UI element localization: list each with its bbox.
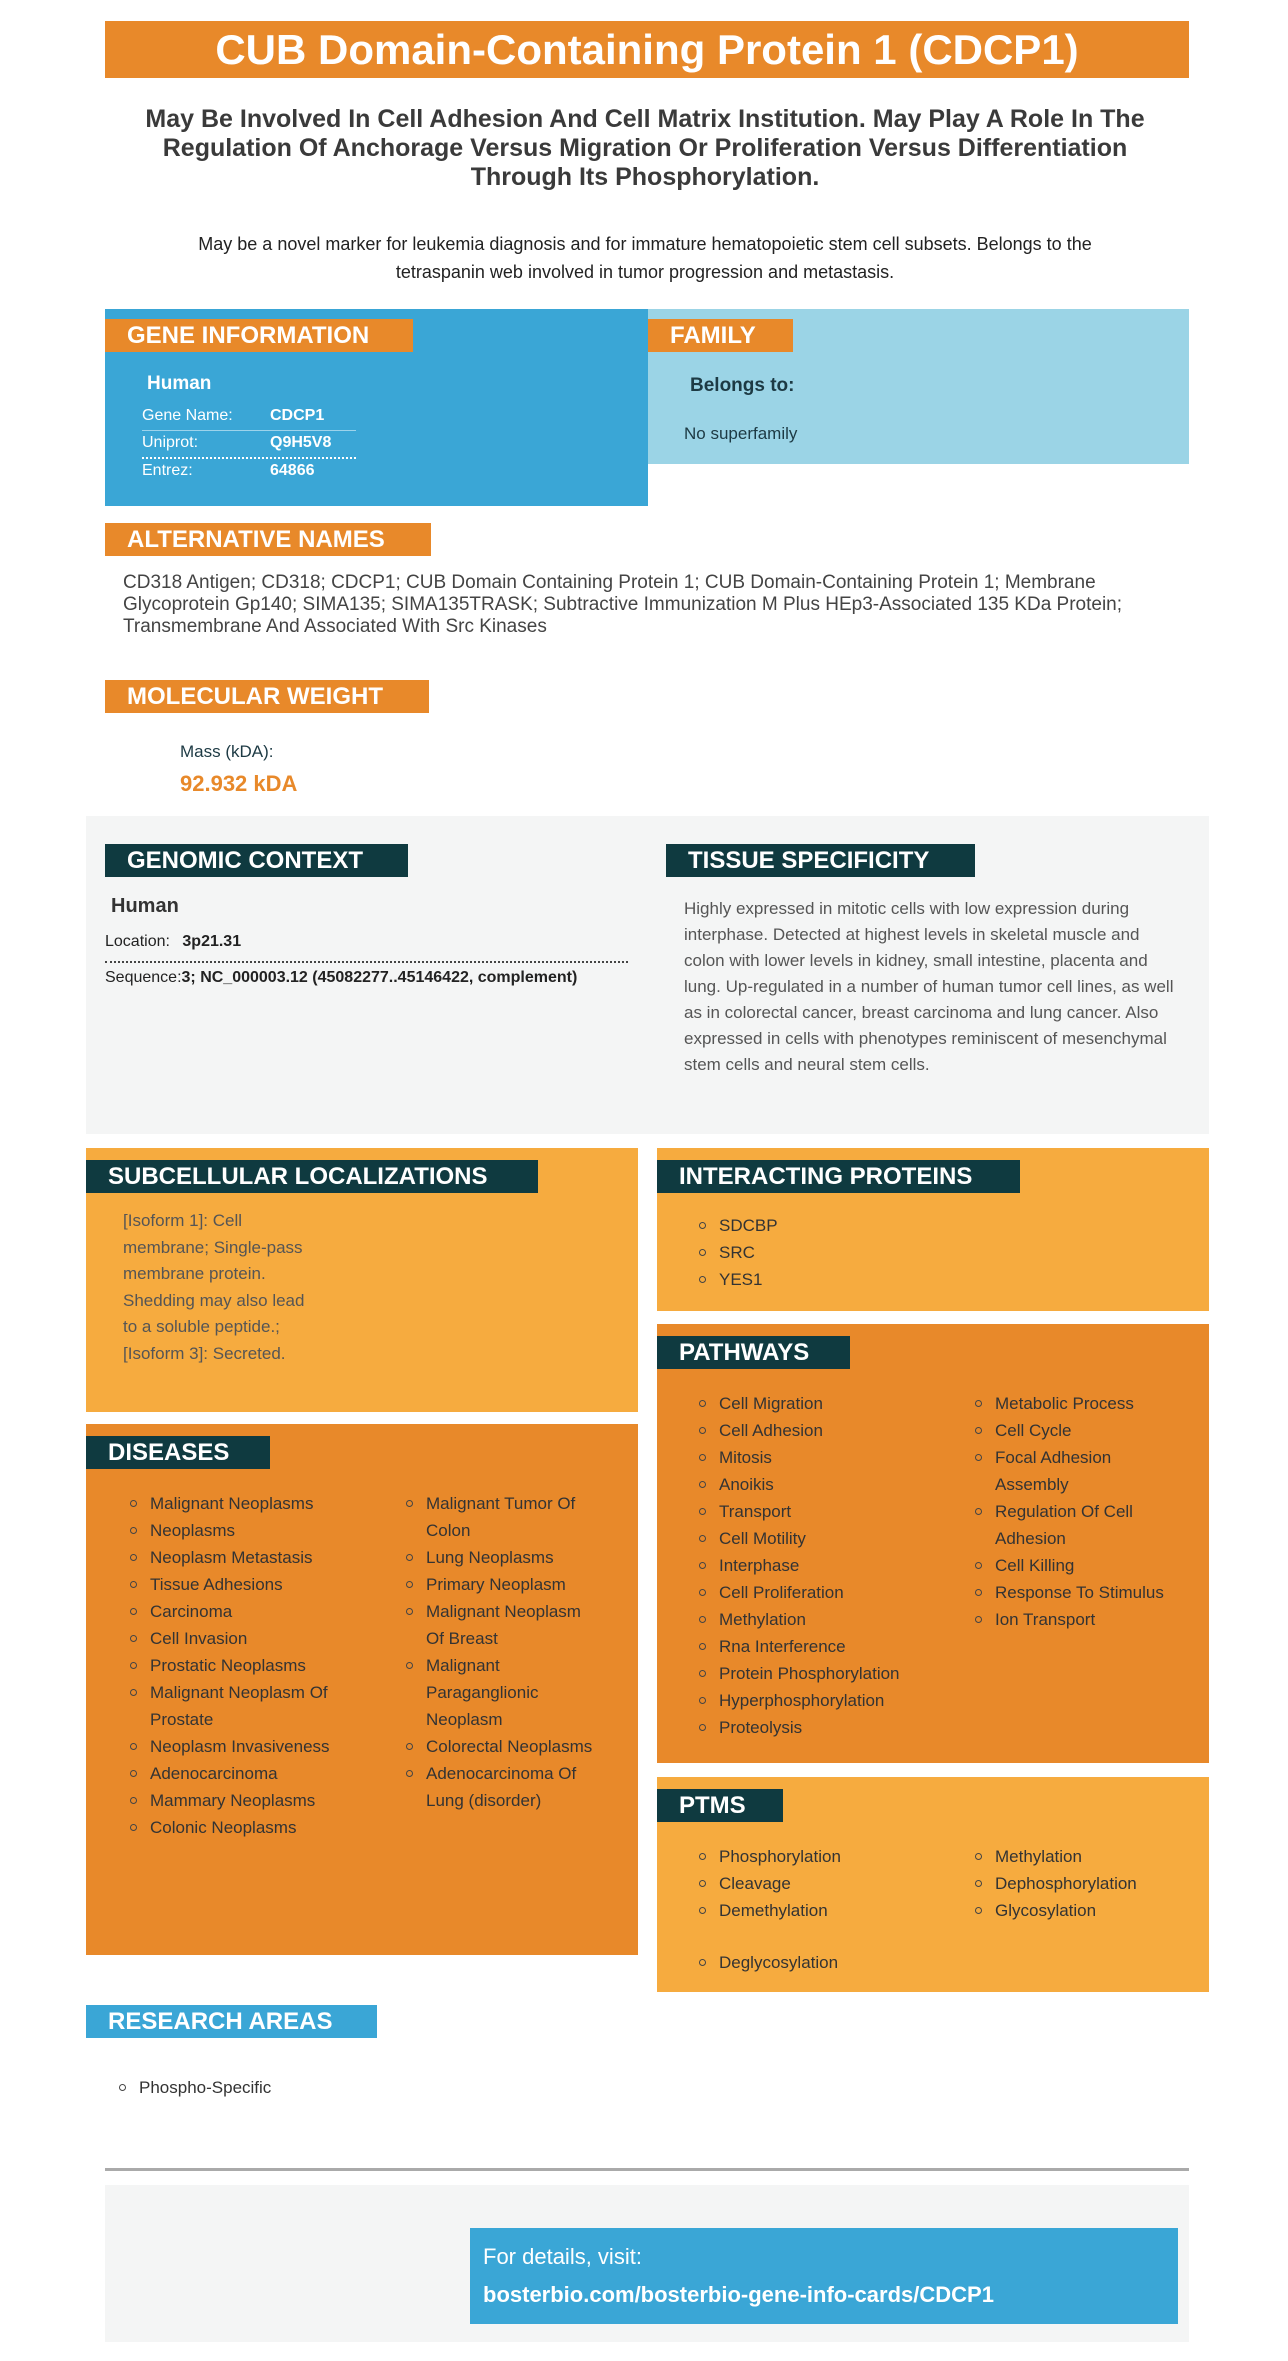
disease-item: Primary Neoplasm <box>399 1571 599 1598</box>
research-areas-list <box>112 2074 412 2101</box>
uniprot-label: Uniprot: <box>142 434 199 451</box>
mass-value: 92.932 kDA <box>180 771 298 796</box>
pathway-item: Rna Interference <box>692 1633 942 1660</box>
ptm-item: Demethylation <box>692 1897 942 1924</box>
uniprot-value: Q9H5V8 <box>270 434 332 451</box>
pathway-item: Protein Phosphorylation <box>692 1660 942 1687</box>
pathways-panel <box>657 1324 1209 1763</box>
ptm-item: Deglycosylation <box>692 1949 942 1976</box>
diseases-panel <box>86 1424 638 1955</box>
pathway-item: Regulation Of Cell Adhesion <box>968 1498 1168 1552</box>
tissue-specificity-heading: TISSUE SPECIFICITY <box>666 844 975 877</box>
disease-item: Carcinoma <box>123 1598 363 1625</box>
pathways-heading: PATHWAYS <box>657 1336 850 1369</box>
interacting-proteins-panel <box>657 1148 1209 1311</box>
belongs-to-label: Belongs to: <box>690 375 795 396</box>
pathways-list-col2 <box>968 1390 1168 1633</box>
location-value: 3p21.31 <box>182 933 242 950</box>
pathway-item: Cell Adhesion <box>692 1417 942 1444</box>
molecular-weight-heading: MOLECULAR WEIGHT <box>105 680 429 713</box>
details-link-box[interactable] <box>470 2228 1178 2324</box>
disease-item: Colorectal Neoplasms <box>399 1733 599 1760</box>
disease-item: Tissue Adhesions <box>123 1571 363 1598</box>
pathway-item: Anoikis <box>692 1471 942 1498</box>
sequence-label: Sequence: <box>105 969 182 986</box>
pathway-item: Transport <box>692 1498 942 1525</box>
ptm-item: Glycosylation <box>968 1897 1188 1924</box>
pathway-item: Ion Transport <box>968 1606 1168 1633</box>
gene-information-panel <box>105 309 648 506</box>
ptm-item: Phosphorylation <box>692 1843 942 1870</box>
disease-item: Malignant Tumor Of Colon <box>399 1490 599 1544</box>
disease-item: Mammary Neoplasms <box>123 1787 363 1814</box>
subcellular-heading: SUBCELLULAR LOCALIZATIONS <box>86 1160 538 1193</box>
location-row <box>105 933 628 963</box>
alternative-names-text: CD318 Antigen; CD318; CDCP1; CUB Domain Containing Protein 1; CUB Domain-Containing Protein 1; Membrane Glycoprotein Gp140; SIMA135; SIMA135TRASK; Subtractive Immunization M Plus HEp3-Associated 135 KDa Protein; Transmembrane And Associated With Src Kinases <box>123 572 1123 637</box>
diseases-heading: DISEASES <box>86 1436 270 1469</box>
location-label: Location: <box>105 933 170 950</box>
pathway-item: Cell Proliferation <box>692 1579 942 1606</box>
disease-item: Neoplasms <box>123 1517 363 1544</box>
pathway-item: Interphase <box>692 1552 942 1579</box>
details-label: For details, visit: <box>483 2244 642 2269</box>
family-heading: FAMILY <box>648 319 793 352</box>
gene-species: Human <box>147 373 212 394</box>
gene-name-value: CDCP1 <box>270 407 325 424</box>
disease-item: Adenocarcinoma Of Lung (disorder) <box>399 1760 599 1814</box>
uniprot-row <box>142 430 356 459</box>
disease-item: Neoplasm Metastasis <box>123 1544 363 1571</box>
family-panel <box>648 309 1189 464</box>
sequence-row <box>105 969 645 987</box>
function-summary: May Be Involved In Cell Adhesion And Cell Matrix Institution. May Play A Role In The Regulation Of Anchorage Versus Migration Or Proliferation Versus Differentiation Through Its Phosphorylation. <box>145 105 1145 191</box>
research-area-item: Phospho-Specific <box>112 2074 412 2101</box>
tissue-specificity-text: Highly expressed in mitotic cells with low expression during interphase. Detected at highest levels in skeletal muscle and colon with lower levels in kidney, small intestine, placenta and lung. Up-regulated in a number of human tumor cell lines, as well as in colorectal cancer, breast carcinoma and lung cancer. Also expressed in cells with phenotypes reminiscent of mesenchymal stem cells and neural stem cells. <box>684 899 1174 1074</box>
genomic-context-heading: GENOMIC CONTEXT <box>105 844 408 877</box>
mass-label: Mass (kDA): <box>180 742 274 761</box>
disease-item: Neoplasm Invasiveness <box>123 1733 363 1760</box>
disease-item: Lung Neoplasms <box>399 1544 599 1571</box>
gene-name-row <box>142 403 356 431</box>
pathway-item: Response To Stimulus <box>968 1579 1168 1606</box>
ptms-list-col1 <box>692 1843 942 1924</box>
pathway-item: Hyperphosphorylation <box>692 1687 942 1714</box>
pathway-item: Mitosis <box>692 1444 942 1471</box>
pathway-item: Cell Migration <box>692 1390 942 1417</box>
details-url[interactable]: bosterbio.com/bosterbio-gene-info-cards/CDCP1 <box>483 2282 994 2307</box>
disease-item: Prostatic Neoplasms <box>123 1652 363 1679</box>
entrez-row <box>142 458 356 485</box>
page-title: CUB Domain-Containing Protein 1 (CDCP1) <box>105 21 1189 78</box>
footer-divider <box>105 2168 1189 2171</box>
diseases-list-col2 <box>399 1490 599 1814</box>
pathway-item: Methylation <box>692 1606 942 1633</box>
ptm-item: Dephosphorylation <box>968 1870 1188 1897</box>
disease-item: Malignant Neoplasm Of Prostate <box>123 1679 363 1733</box>
pathway-item: Cell Motility <box>692 1525 942 1552</box>
sequence-value: 3; NC_000003.12 (45082277..45146422, complement) <box>181 969 578 986</box>
disease-item: Malignant Neoplasm Of Breast <box>399 1598 599 1652</box>
interacting-proteins-list <box>692 1212 992 1293</box>
ptms-list-col2 <box>968 1843 1188 1924</box>
interacting-proteins-heading: INTERACTING PROTEINS <box>657 1160 1020 1193</box>
genomic-species: Human <box>111 895 179 917</box>
ptms-heading: PTMS <box>657 1789 783 1822</box>
pathway-item: Metabolic Process <box>968 1390 1168 1417</box>
entrez-label: Entrez: <box>142 462 193 479</box>
subcellular-panel <box>86 1148 638 1412</box>
research-areas-heading: RESEARCH AREAS <box>86 2005 377 2038</box>
ptm-item: Methylation <box>968 1843 1188 1870</box>
ptms-list-extra <box>692 1949 942 1976</box>
pathway-item: Focal Adhesion Assembly <box>968 1444 1168 1498</box>
interacting-protein-item: SRC <box>692 1239 992 1266</box>
description: May be a novel marker for leukemia diagnosis and for immature hematopoietic stem cell subsets. Belongs to the tetraspanin web involved in tumor progression and metastasis. <box>198 234 1092 282</box>
subcellular-text: [Isoform 1]: Cell membrane; Single-pass membrane protein. Shedding may also lead to a soluble peptide.; [Isoform 3]: Secreted. <box>123 1211 305 1363</box>
disease-item: Malignant Paraganglionic Neoplasm <box>399 1652 599 1733</box>
family-value: No superfamily <box>684 424 798 443</box>
disease-item: Adenocarcinoma <box>123 1760 363 1787</box>
ptm-item: Cleavage <box>692 1870 942 1897</box>
gene-information-heading: GENE INFORMATION <box>105 319 413 352</box>
disease-item: Colonic Neoplasms <box>123 1814 363 1841</box>
pathway-item: Cell Cycle <box>968 1417 1168 1444</box>
disease-item: Malignant Neoplasms <box>123 1490 363 1517</box>
interacting-protein-item: SDCBP <box>692 1212 992 1239</box>
gene-name-label: Gene Name: <box>142 407 233 424</box>
alternative-names-heading: ALTERNATIVE NAMES <box>105 523 431 556</box>
entrez-value: 64866 <box>270 462 315 479</box>
disease-item: Cell Invasion <box>123 1625 363 1652</box>
ptms-panel <box>657 1777 1209 1992</box>
interacting-protein-item: YES1 <box>692 1266 992 1293</box>
diseases-list-col1 <box>123 1490 363 1841</box>
pathway-item: Cell Killing <box>968 1552 1168 1579</box>
pathway-item: Proteolysis <box>692 1714 942 1741</box>
pathways-list-col1 <box>692 1390 942 1741</box>
